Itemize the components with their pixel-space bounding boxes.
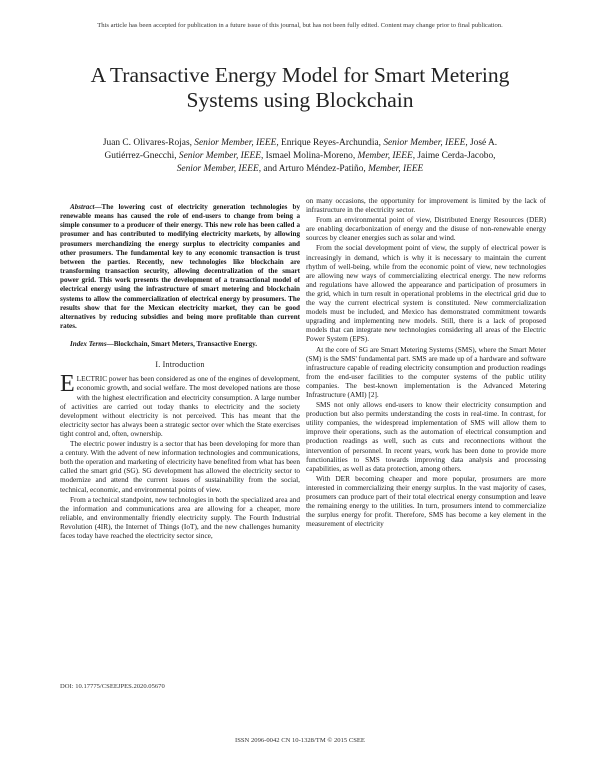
author-name: Juan C. Olivares-Rojas, xyxy=(102,138,195,148)
author-list xyxy=(95,137,505,176)
intro-paragraph-2: The electric power industry is a sector that has been developing for more than a century. With the advent of new information technologies and communications, both the operation and marketing of electricity have benefited from what has been called the smart grid (SG). SG development has allowed the electricity sector to modernize and attend the current issues of sustainability from the social, technical, economic, and environmental points of view. xyxy=(60,439,300,494)
paper-title xyxy=(40,63,560,113)
author-name: , José A. Gutiérrez-Gnecchi, xyxy=(104,138,498,161)
author-role: Member, IEEE xyxy=(368,164,424,174)
title-line-1: A Transactive Energy Model for Smart Metering xyxy=(90,63,510,87)
author-name: , Jaime Cerda-Jacobo, xyxy=(412,151,496,161)
author-name: , Enrique Reyes-Archundia, xyxy=(276,138,384,148)
index-terms xyxy=(60,340,300,349)
author-role: Member, IEEE xyxy=(357,151,413,161)
author-name: , Ismael Molina-Moreno, xyxy=(260,151,358,161)
author-role: Senior Member, IEEE xyxy=(383,138,466,148)
abstract-lead: Abstract xyxy=(70,203,95,211)
abstract xyxy=(60,203,300,331)
paragraph-continued: on many occasions, the opportunity for improvement is limited by the lack of infrastructure in the electricity sector. xyxy=(306,196,546,215)
left-column xyxy=(60,195,300,541)
publication-notice: This article has been accepted for publication in a future issue of this journal, but has not been fully edited. Content may change prior to final publication. xyxy=(97,22,503,29)
index-terms-text: —Blockchain, Smart Meters, Transactive Energy. xyxy=(106,340,258,349)
intro-paragraph-1 xyxy=(60,371,300,438)
author-role: Senior Member, IEEE xyxy=(176,164,259,174)
author-name: , and Arturo Méndez-Patiño, xyxy=(258,164,369,174)
footer-issn: ISSN 2096-0042 CN 10-1328/TM © 2015 CSEE xyxy=(235,737,365,744)
author-role: Senior Member, IEEE xyxy=(194,138,277,148)
paragraph-social: From the social development point of view, the supply of electrical power is increasingly in demand, which is why it is necessary to maintain the current rhythm of well-being, while from the economic point of view, new technologies are allowing new ways of commercializing electrical energy. The new reforms and regulations have allowed the appearance and participation of prosumers in the grid, which in turn result in operational problems in the electrical grid due to the way the current electrical system is constituted. New commercialization models must be included, and Mexico has demonstrated commitment towards upgrading and implementing new models. Still, there is a lack of proposed models that can integrate new technologies considering all areas of the Electric Power System (EPS). xyxy=(306,243,546,344)
author-role: Senior Member, IEEE xyxy=(178,151,261,161)
paragraph-environmental: From an environmental point of view, Distributed Energy Resources (DER) are enabling decarbonization of energy and the disuse of non-renewable energy sources by cleaner energies such as solar and wind. xyxy=(306,215,546,243)
right-column xyxy=(306,196,546,529)
index-terms-lead: Index Terms xyxy=(70,340,107,349)
paragraph-der-prosumers: With DER becoming cheaper and more popular, prosumers are more interested in commercializing their energy surplus. In the vast majority of cases, prosumers can produce part of their total electrical energy consumption and leave the remaining energy to the utilities. In turn, prosumers intend to commercialize the surplus energy for profit. Therefore, SMS has become a key element in the measurement of electricity xyxy=(306,473,546,529)
abstract-text: —The lowering cost of electricity generation technologies by renewable means has caused the role of end-users to change from being a simple consumer to a producer of their energy. This new role has been called a prosumer and has contributed to modifying electricity markets, by allowing prosumers merchandizing the energy surplus to electricity companies and other prosumers. The fundamental key to any economic transaction is trust between the parties. Recently, new technologies like blockchain are transforming transaction security, allowing decentralization of the smart power grid. This work presents the development of a transactional model of electrical energy using the infrastructure of smart metering and blockchain systems to allow the commercialization of electrical energy by prosumers. The results show that for the Mexican electricity market, they can be good alternatives by reducing subsidies and being more profitable than current rates. xyxy=(60,203,300,331)
title-line-2: Systems using Blockchain xyxy=(186,88,414,112)
drop-cap: E xyxy=(60,371,75,398)
paragraph-text: LECTRIC power has been considered as one of the engines of development, economic growth, and social welfare. The most developed nations are those with the highest electrification and electricity consumption. A large number of activities are carried out today thanks to electricity and the society development without electricity is not perceived. This has meant that the electricity sector has always been a strategic sector over which the State exercises tight control and, often, ownership. xyxy=(60,374,300,438)
intro-paragraph-3: From a technical standpoint, new technologies in both the specialized area and the information and communications area are allowing for a cheaper, more reliable, and environmentally friendly electricity supply. The Fourth Industrial Revolution (4IR), the Internet of Things (IoT), and the new challenges humanity faces today have reached the electricity sector since, xyxy=(60,494,300,540)
doi-label: DOI: 10.17775/CSEEJPES.2020.05670 xyxy=(60,683,165,690)
paragraph-sms-core: At the core of SG are Smart Metering Systems (SMS), where the Smart Meter (SM) is the SMS' fundamental part. SMS are made up of a hardware and software infrastructure capable of reading electricity consumption and production readings from the end-user facilities to the computer systems of the public utility companies. The best-known implementation is the Advanced Metering Infrastructure (AMI) [2]. xyxy=(306,344,546,399)
paragraph-sms-benefits: SMS not only allows end-users to know their electricity consumption and production but also permits understanding the costs in real-time. In contrast, for utility companies, the widespread implementation of SMS will allow them to improve their operations, such as the automation of electrical consumption and production readings as well, such as cuts and reconnections without the intervention of personnel. In recent years, work has been done to provide more functionalities to SMS towards improving data analysis and processing capabilities, as well as data protection, among others. xyxy=(306,400,546,473)
section-heading-introduction: I. Introduction xyxy=(155,360,205,370)
